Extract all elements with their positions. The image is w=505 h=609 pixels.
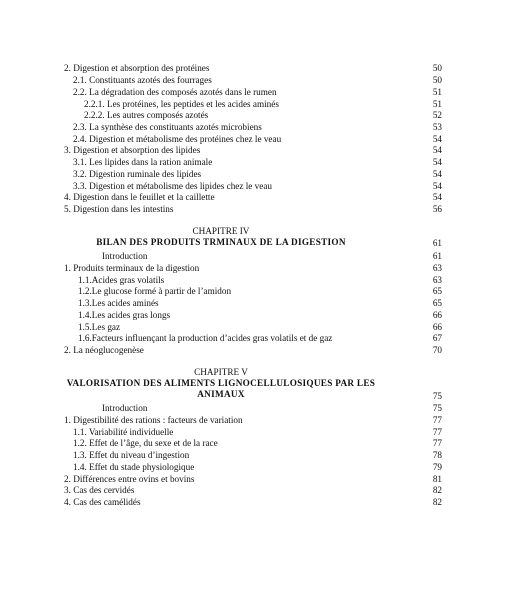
toc-entry-title: 2.2.1. Les protéines, les peptides et les acides aminés xyxy=(84,99,279,109)
toc-entry-title: 1.4.Les acides gras longs xyxy=(78,310,171,320)
toc-entry xyxy=(64,144,442,156)
toc-entry-page: 66 xyxy=(432,310,442,320)
toc-entry-page: 50 xyxy=(432,63,442,73)
toc-entry-title: 3. Digestion et absorption des lipides xyxy=(64,145,201,155)
toc-entry-page: 56 xyxy=(432,204,442,214)
toc-entry-title: 1.5.Les gaz xyxy=(78,322,121,332)
chapter-v-title-page: 75 xyxy=(432,391,442,401)
chapter-iv-heading: CHAPITRE IV xyxy=(192,226,250,236)
toc-entry xyxy=(64,297,442,309)
toc-entry-title: 1. Produits terminaux de la digestion xyxy=(64,263,200,273)
toc-entry-page: 54 xyxy=(432,134,442,144)
toc-entry-title: 3.3. Digestion et métabolisme des lipides chez le veau xyxy=(73,181,273,191)
toc-entry-title: Introduction xyxy=(102,403,148,413)
toc-entry-page: 66 xyxy=(432,322,442,332)
toc-entry-title: 2. Différences entre ovins et bovins xyxy=(64,474,195,484)
toc-entry-title: 4. Cas des camélidés xyxy=(64,497,141,507)
toc-entry xyxy=(64,203,442,215)
toc-entry-page: 61 xyxy=(432,251,442,261)
toc-entry-title: 1.2. Effet de l’âge, du sexe et de la race xyxy=(73,438,218,448)
toc-entry-title: 1.3.Les acides aminés xyxy=(78,298,159,308)
toc-entry xyxy=(64,74,442,86)
toc-entry-title: 2.2. La dégradation des composés azotés dans le rumen xyxy=(73,87,277,97)
toc-entry-page: 54 xyxy=(432,192,442,202)
toc-entry-page: 79 xyxy=(432,462,442,472)
toc-entry xyxy=(64,121,442,133)
toc-entry-title: 1.3. Effet du niveau d’ingestion xyxy=(73,450,190,460)
toc-entry-page: 82 xyxy=(432,485,442,495)
toc-entry xyxy=(64,168,442,180)
toc-entry-title: 1.1.Acides gras volatils xyxy=(78,275,165,285)
toc-entry xyxy=(64,402,442,414)
toc-entry-title: 2. La néoglucogenèse xyxy=(64,345,144,355)
toc-entry-page: 77 xyxy=(432,438,442,448)
toc-entry xyxy=(64,437,442,449)
toc-entry-title: 2.1. Constituants azotés des fourrages xyxy=(73,75,212,85)
toc-entry xyxy=(64,250,442,262)
toc-entry xyxy=(64,62,442,74)
chapter-v-title: VALORISATION DES ALIMENTS LIGNOCELLULOSIQUES PAR LES ANIMAUX xyxy=(66,378,376,399)
toc-entry xyxy=(64,109,442,121)
chapter-v-heading: CHAPITRE V xyxy=(194,367,248,377)
toc-entry-page: 50 xyxy=(432,75,442,85)
toc-entry-page: 75 xyxy=(432,403,442,413)
toc-entry-page: 54 xyxy=(432,181,442,191)
toc-entry-page: 77 xyxy=(432,427,442,437)
toc-entry-title: 2.3. La synthèse des constituants azotés microbiens xyxy=(73,122,262,132)
toc-entry-title: 3.2. Digestion ruminale des lipides xyxy=(73,169,202,179)
toc-entry-page: 77 xyxy=(432,415,442,425)
chapter-iv-title-page: 61 xyxy=(432,238,442,248)
toc-entry xyxy=(64,496,442,508)
toc-entry-page: 51 xyxy=(432,87,442,97)
toc-entry-page: 63 xyxy=(432,263,442,273)
chapter-iv-title: BILAN DES PRODUITS TRMINAUX DE LA DIGESTION xyxy=(96,237,346,247)
toc-entry-page: 65 xyxy=(432,298,442,308)
toc-entry-title: 3.1. Les lipides dans la ration animale xyxy=(73,157,213,167)
toc-entry xyxy=(64,484,442,496)
toc-entry-title: 2.2.2. Les autres composés azotés xyxy=(84,110,209,120)
toc-entry-page: 82 xyxy=(432,497,442,507)
toc-entry-page: 70 xyxy=(432,345,442,355)
toc-entry-page: 54 xyxy=(432,169,442,179)
toc-entry-page: 51 xyxy=(432,99,442,109)
toc-entry-page: 78 xyxy=(432,450,442,460)
toc-entry xyxy=(64,86,442,98)
toc-entry xyxy=(64,461,442,473)
toc-entry xyxy=(64,344,442,356)
toc-entry-title: 3. Cas des cervidés xyxy=(64,485,135,495)
toc-entry xyxy=(64,156,442,168)
toc-entry-page: 53 xyxy=(432,122,442,132)
toc-entry-title: 1.2.Le glucose formé à partir de l’amidon xyxy=(78,286,232,296)
toc-entry-page: 67 xyxy=(432,333,442,343)
toc-entry-title: 2. Digestion et absorption des protéines xyxy=(64,63,210,73)
toc-entry-title: 1.1. Variabilité individuelle xyxy=(73,427,174,437)
toc-entry-title: 1. Digestibilité des rations : facteurs de variation xyxy=(64,415,243,425)
toc-entry-page: 81 xyxy=(432,474,442,484)
toc-entry xyxy=(64,414,442,426)
toc-entry-title: Introduction xyxy=(102,251,148,261)
toc-entry-page: 54 xyxy=(432,145,442,155)
toc-entry xyxy=(64,285,442,297)
toc-entry-page: 63 xyxy=(432,275,442,285)
toc-entry-title: 4. Digestion dans le feuillet et la caillette xyxy=(64,192,215,202)
toc-entry xyxy=(64,309,442,321)
toc-entry-title: 2.4. Digestion et métabolisme des protéines chez le veau xyxy=(73,134,282,144)
toc-entry-title: 5. Digestion dans les intestins xyxy=(64,204,174,214)
toc-entry-page: 52 xyxy=(432,110,442,120)
toc-entry xyxy=(64,332,442,344)
toc-entry-title: 1.6.Facteurs influençant la production d’acides gras volatils et de gaz xyxy=(78,333,333,343)
toc-entry xyxy=(64,262,442,274)
toc-entry xyxy=(64,191,442,203)
toc-entry-page: 65 xyxy=(432,286,442,296)
toc-entry-title: 1.4. Effet du stade physiologique xyxy=(73,462,195,472)
toc-entry-page: 54 xyxy=(432,157,442,167)
toc-entry xyxy=(64,449,442,461)
